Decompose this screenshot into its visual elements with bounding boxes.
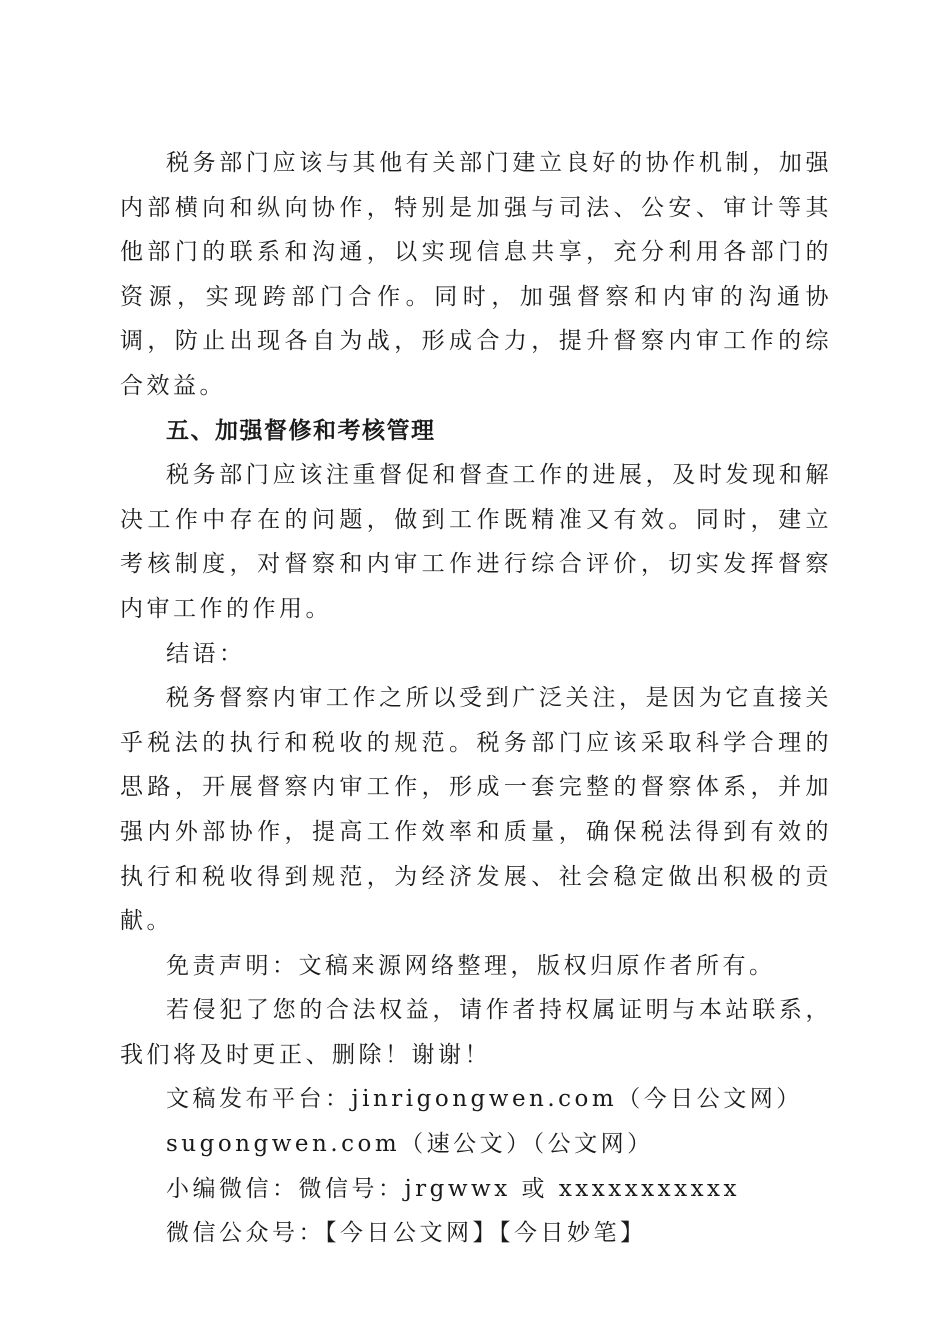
section-heading-5: 五、加强督修和考核管理 <box>166 417 436 444</box>
paragraph-assessment: 税务部门应该注重督促和督查工作的进展，及时发现和解决工作中存在的问题，做到工作既精准又有效。同时，建立考核制度，对督察和内审工作进行综合评价，切实发挥督察内审工作的作用。 <box>120 462 832 622</box>
infringement-notice: 若侵犯了您的合法权益，请作者持权属证明与本站联系，我们将及时更正、删除！谢谢！ <box>120 997 832 1068</box>
paragraph-cooperation: 税务部门应该与其他有关部门建立良好的协作机制，加强内部横向和纵向协作，特别是加强与司法、公安、审计等其他部门的联系和沟通，以实现信息共享，充分利用各部门的资源，实现跨部门合作。同时，加强督察和内审的沟通协调，防止出现各自为战，形成合力，提升督察内审工作的综合效益。 <box>120 150 832 399</box>
document-body <box>120 141 832 1256</box>
publish-platform: 文稿发布平台：jinrigongwen.com（今日公文网） <box>166 1086 803 1113</box>
official-account: 微信公众号：【今日公文网】【今日妙笔】 <box>166 1220 647 1247</box>
conclusion-label: 结语： <box>166 640 246 667</box>
secondary-site: sugongwen.com（速公文）（公文网） <box>166 1131 654 1158</box>
disclaimer-text: 免责声明：文稿来源网络整理，版权归原作者所有。 <box>166 952 776 979</box>
editor-wechat: 小编微信：微信号：jrgwwx 或 xxxxxxxxxxx <box>166 1175 740 1202</box>
paragraph-conclusion: 税务督察内审工作之所以受到广泛关注，是因为它直接关乎税法的执行和税收的规范。税务部门应该采取科学合理的思路，开展督察内审工作，形成一套完整的督察体系，并加强内外部协作，提高工作效率和质量，确保税法得到有效的执行和税收得到规范，为经济发展、社会稳定做出积极的贡献。 <box>120 685 832 935</box>
